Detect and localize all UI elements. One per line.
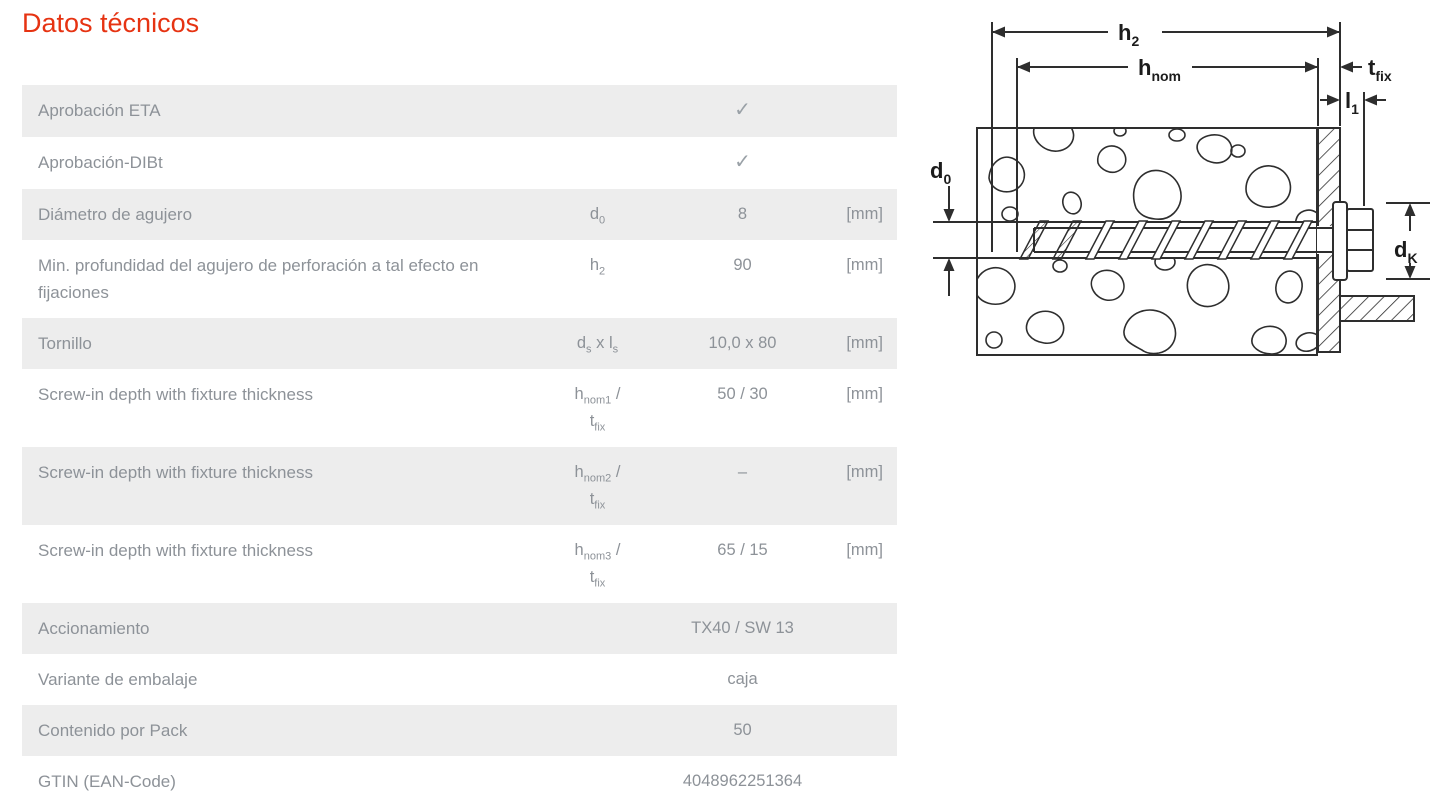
check-icon: ✓ [734,99,751,121]
washer [1333,202,1347,280]
row-label: Tornillo [38,334,92,353]
table-row [22,705,897,756]
table-row [22,525,897,603]
row-value [675,97,810,125]
check-icon: ✓ [734,151,751,173]
row-unit: [mm] [846,256,883,274]
row-unit: [mm] [846,334,883,352]
table-row [22,137,897,189]
row-unit: [mm] [846,385,883,403]
row-symbol: $h_{nom3}$ / $t_{fix}$ [574,541,621,590]
row-value: 8 [737,205,748,223]
row-symbol: $h_{nom2}$ / $t_{fix}$ [574,463,621,512]
row-unit: [mm] [846,205,883,223]
row-label: Screw-in depth with fixture thickness [38,463,313,482]
svg-text:l1: $l_1$ [1345,88,1359,117]
row-label: Screw-in depth with fixture thickness [38,385,313,404]
row-symbol: $h_{nom1}$ / $t_{fix}$ [574,385,621,434]
row-value [675,149,810,177]
table-row [22,654,897,705]
row-value: 90 [733,256,752,274]
row-label: Contenido por Pack [38,721,188,740]
technical-diagram [920,0,1432,390]
svg-text:tfix: $t_{fix}$ [1368,55,1392,84]
tech-table [22,85,897,807]
row-label: Diámetro de agujero [38,205,193,224]
row-label: Screw-in depth with fixture thickness [38,541,313,560]
svg-text:dK: $d_K$ [1394,237,1418,266]
table-row [22,369,897,447]
table-row [22,240,897,318]
table-row [22,189,897,240]
row-label: Accionamiento [38,619,150,638]
svg-text:hnom: $h_{nom}$ [1138,55,1182,84]
row-label: Min. profundidad del agujero de perforación a tal efecto en fijaciones [38,256,479,302]
row-unit: [mm] [846,541,883,559]
hex-head [1347,209,1373,271]
table-row [22,756,897,807]
row-value: TX40 / SW 13 [691,619,794,637]
table-row [22,85,897,137]
table-row [22,447,897,525]
svg-text:h2: $h_2$ [1118,20,1140,49]
row-value: 65 / 15 [717,541,768,559]
row-value: caja [727,670,758,688]
row-value: 4048962251364 [682,772,803,790]
svg-text:d0: $d_0$ [930,158,952,187]
dimension-dk [1386,203,1430,279]
row-symbol: $h_2$ [589,256,606,278]
dimension-hnom [1017,55,1318,126]
row-label: Aprobación-DIBt [38,153,163,172]
row-symbol: $d_0$ [589,205,606,227]
dimension-tfix [1340,55,1392,84]
table-row [22,603,897,654]
row-value: 10,0 x 80 [708,334,777,352]
row-value: 50 [733,721,752,739]
table-row [22,318,897,369]
row-unit: [mm] [846,463,883,481]
row-label: Variante de embalaje [38,670,198,689]
row-value: 50 / 30 [717,385,768,403]
row-label: Aprobación ETA [38,101,161,120]
page-title: Datos técnicos [22,8,200,38]
row-label: GTIN (EAN-Code) [38,772,176,791]
row-symbol: $d_s$ x $l_s$ [576,334,619,356]
row-value: – [737,463,748,481]
